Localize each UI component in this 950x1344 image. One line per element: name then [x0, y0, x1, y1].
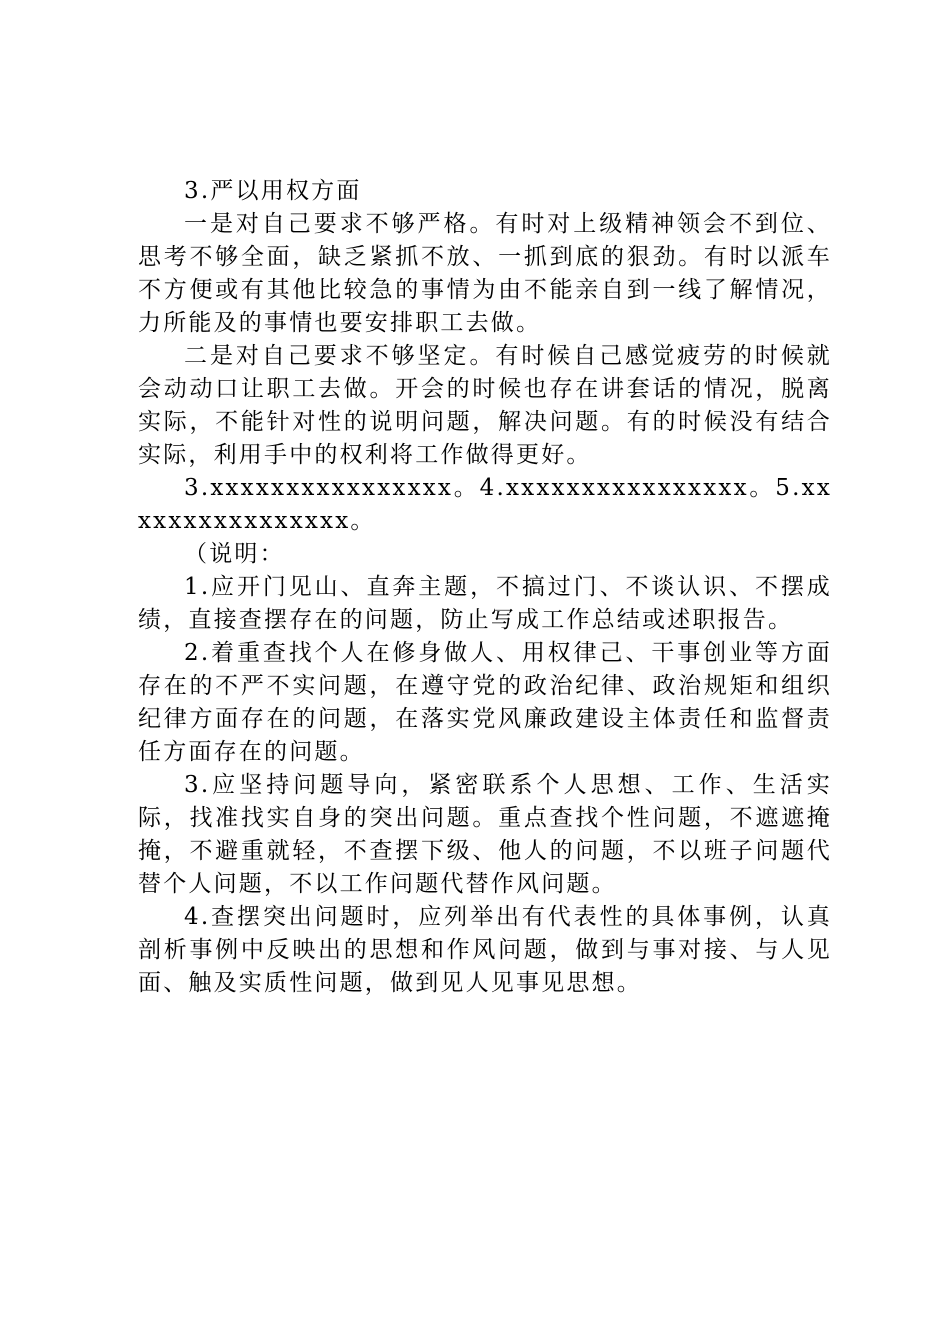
- paragraph-2: 二是对自己要求不够坚定。有时候自己感觉疲劳的时候就会动动口让职工去做。开会的时候也存在讲套话的情况，脱离实际，不能针对性的说明问题，解决问题。有的时候没有结合实际，利用手中的权利将工作做得更好。: [138, 343, 832, 468]
- note-item-3: 3.应坚持问题导向，紧密联系个人思想、工作、生活实际，找准找实自身的突出问题。重点查找个性问题，不遮遮掩掩，不避重就轻，不查摆下级、他人的问题，不以班子问题代替个人问题，不以工作问题代替作风问题。: [138, 772, 832, 897]
- note-item-1: 1.应开门见山、直奔主题，不搞过门、不谈认识、不摆成绩，直接查摆存在的问题，防止写成工作总结或述职报告。: [138, 574, 832, 633]
- document-body: [138, 175, 832, 1000]
- note-item-4: 4.查摆突出问题时，应列举出有代表性的具体事例，认真剖析事例中反映出的思想和作风问题，做到与事对接、与人见面、触及实质性问题，做到见人见事见思想。: [138, 904, 832, 996]
- paragraph-1: 一是对自己要求不够严格。有时对上级精神领会不到位、思考不够全面，缺乏紧抓不放、一抓到底的狠劲。有时以派车不方便或有其他比较急的事情为由不能亲自到一线了解情况，力所能及的事情也要安排职工去做。: [138, 211, 832, 336]
- placeholder-items: 3.xxxxxxxxxxxxxxxx。4.xxxxxxxxxxxxxxxx。5.xxxxxxxxxxxxxxxx。: [138, 475, 832, 534]
- section-heading: 3.严以用权方面: [184, 178, 362, 204]
- note-heading: （说明：: [184, 541, 285, 567]
- note-item-2: 2.着重查找个人在修身做人、用权律己、干事创业等方面存在的不严不实问题，在遵守党的政治纪律、政治规矩和组织纪律方面存在的问题，在落实党风廉政建设主体责任和监督责任方面存在的问题。: [138, 640, 832, 765]
